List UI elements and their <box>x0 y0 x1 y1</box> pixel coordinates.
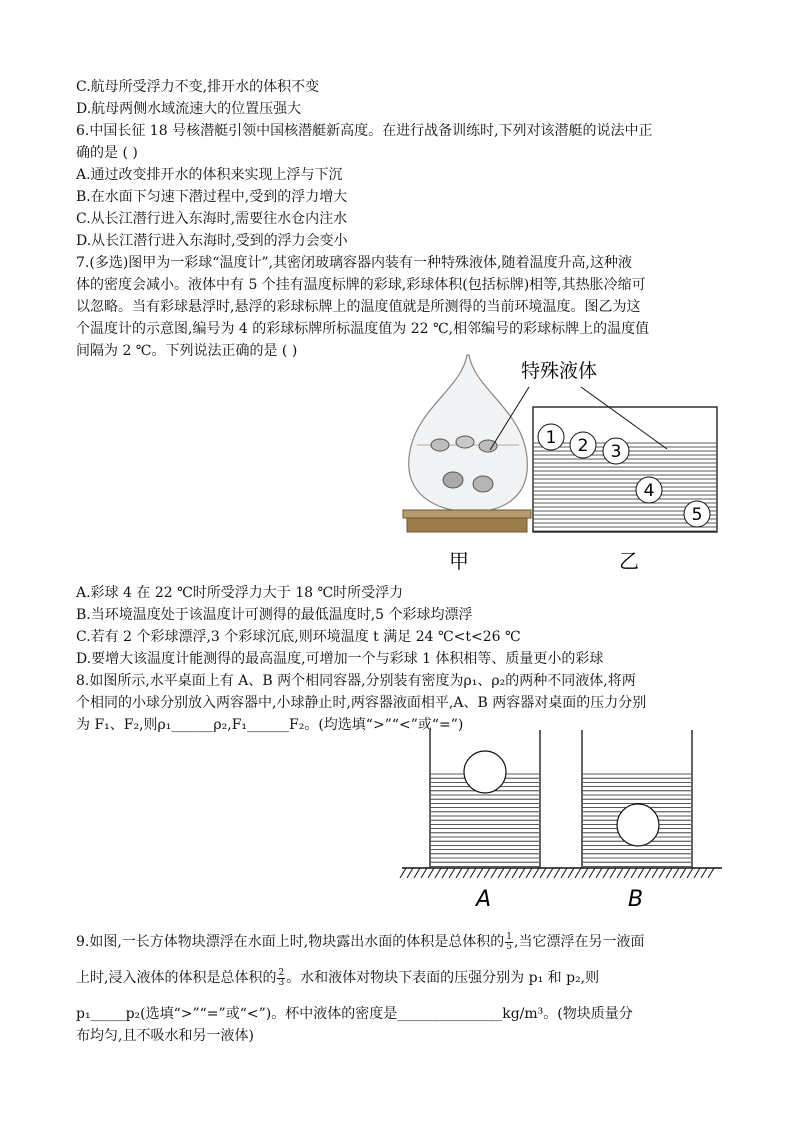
question-7-line1: 7.(多选)图甲为一彩球“温度计”,其密闭玻璃容器内装有一种特殊液体,随着温度升高,这种液 <box>76 255 632 271</box>
option-a-q7: A.彩球 4 在 22 ℃时所受浮力大于 18 ℃时所受浮力 <box>76 585 404 601</box>
ball-2-label: 2 <box>577 436 589 456</box>
question-9-line2: 上时,浸入液体的体积是总体积的 $\frac{2}{3}$ 。水和液体对物块下表面的压强分别为 p₁ 和 p₂,则 <box>76 967 600 988</box>
thermometer-schematic <box>533 407 717 532</box>
container-b <box>582 730 692 868</box>
question-7-line4: 个温度计的示意图,编号为 4 的彩球标牌所标温度值为 22 ℃,相邻编号的彩球标牌上的温度值 <box>76 321 650 337</box>
option-b-q7: B.当环境温度处于该温度计可测得的最低温度时,5 个彩球均漂浮 <box>76 607 473 623</box>
ball-a <box>464 751 506 793</box>
option-d-q5: D.航母两侧水域流速大的位置压强大 <box>76 101 302 117</box>
ball-5-label: 5 <box>691 505 703 525</box>
option-d-q6: D.从长江潜行进入东海时,受到的浮力会变小 <box>76 233 348 249</box>
question-7-line5: 间隔为 2 ℃。下列说法正确的是 ( ) <box>76 343 298 359</box>
question-9-line4: 布均匀,且不吸水和另一液体) <box>76 1028 254 1044</box>
option-c-q5: C.航母所受浮力不变,排开水的体积不变 <box>76 79 320 95</box>
label-b: B <box>628 887 644 912</box>
flask-photo <box>403 355 531 532</box>
question-9-line1: 9.如图,一长方体物块漂浮在水面上时,物块露出水面的体积是总体积的 $\frac{1}{5}$ ,当它漂浮在另一液面 <box>76 931 645 952</box>
question-8-line1: 8.如图所示,水平桌面上有 A、B 两个相同容器,分别装有密度为ρ₁、ρ₂的两种不同液体,将两 <box>76 673 636 689</box>
question-6-line1: 6.中国长征 18 号核潜艇引领中国核潜艇新高度。在进行战备训练时,下列对该潜艇的说法中正 <box>76 123 653 139</box>
ball-b <box>617 804 659 846</box>
special-liquid-label: 特殊液体 <box>521 360 598 382</box>
figure-8 <box>398 728 728 918</box>
option-c-q6: C.从长江潜行进入东海时,需要往水仓内注水 <box>76 211 348 227</box>
question-8-line2: 个相同的小球分别放入两容器中,小球静止时,两容器液面相平,A、B 两容器对桌面的压力分别 <box>76 695 647 711</box>
ball-3-label: 3 <box>610 442 622 462</box>
caption-yi: 乙 <box>619 549 639 573</box>
ball-1-label: 1 <box>545 428 557 448</box>
label-a: A <box>476 887 492 912</box>
fraction-two-thirds: $\frac{2}{3}$ <box>278 967 285 988</box>
ball-4-label: 4 <box>643 481 655 501</box>
question-7-line2: 体的密度会减小。液体中有 5 个挂有温度标牌的彩球,彩球体积(包括标牌)相等,其热胀冷缩可 <box>76 277 646 293</box>
caption-jia: 甲 <box>449 549 469 573</box>
question-7-line3: 以忽略。当有彩球悬浮时,悬浮的彩球标牌上的温度值就是所测得的当前环境温度。图乙为这 <box>76 299 641 315</box>
option-b-q6: B.在水面下匀速下潜过程中,受到的浮力增大 <box>76 189 348 205</box>
option-c-q7: C.若有 2 个彩球漂浮,3 个彩球沉底,则环境温度 t 满足 24 ℃<t<26 ℃ <box>76 629 521 645</box>
option-a-q6: A.通过改变排开水的体积来实现上浮与下沉 <box>76 167 343 183</box>
fraction-one-fifth: $\frac{1}{5}$ <box>506 931 512 952</box>
question-6-line2: 确的是 ( ) <box>76 145 138 161</box>
question-8-line3: 为 F₁、F₂,则ρ₁______ρ₂,F₁______F₂。(均选填“>”“<”或“=”) <box>76 717 464 733</box>
option-d-q7: D.要增大该温度计能测得的最高温度,可增加一个与彩球 1 体积相等、质量更小的彩球 <box>76 651 604 667</box>
figure-7 <box>395 350 735 580</box>
question-9-line3: p₁_____p₂(选填“>”“=”或“<”)。杯中液体的密度是_______________kg/m³。(物块质量分 <box>76 1006 633 1022</box>
container-a <box>430 730 540 868</box>
